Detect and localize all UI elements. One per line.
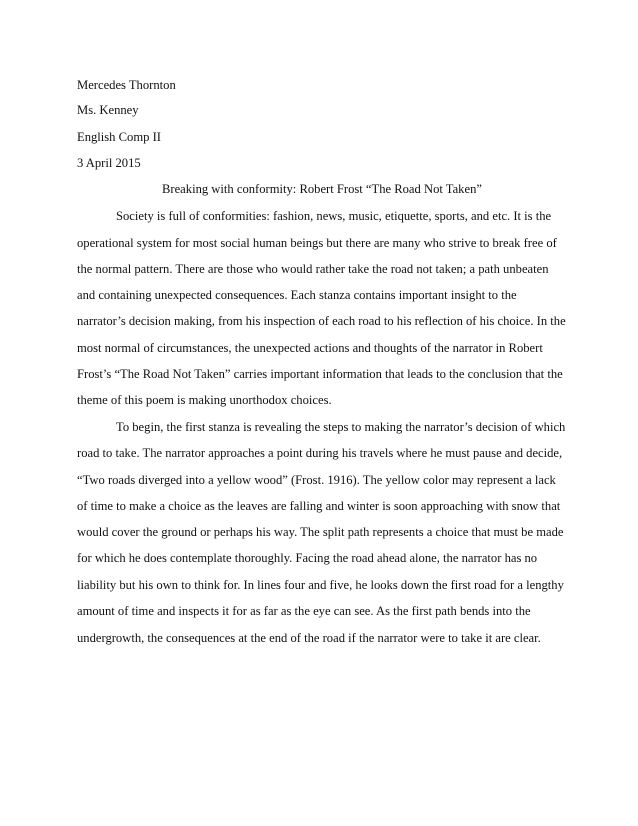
paragraph-1-line-4: and containing unexpected consequences. Each stanza contains important insight to the: [77, 288, 517, 302]
course-name: English Comp II: [77, 130, 161, 144]
paragraph-2-line-2: road to take. The narrator approaches a point during his travels where he must pause and decide,: [77, 446, 563, 460]
instructor-name: Ms. Kenney: [77, 103, 139, 117]
paragraph-1-line-6: most normal of circumstances, the unexpected actions and thoughts of the narrator in Robert: [77, 341, 543, 355]
paragraph-2-line-8: amount of time and inspects it for as far as the eye can see. As the first path bends into the: [77, 604, 531, 618]
paragraph-1-line-1: Society is full of conformities: fashion, news, music, etiquette, sports, and etc. It is the: [116, 209, 552, 223]
student-name: Mercedes Thornton: [77, 78, 176, 92]
paragraph-2-line-3: “Two roads diverged into a yellow wood” (Frost. 1916). The yellow color may represent a lack: [77, 473, 556, 487]
paragraph-1-line-3: the normal pattern. There are those who would rather take the road not taken; a path unbeaten: [77, 262, 549, 276]
paragraph-2-line-5: would cover the ground or perhaps his way. The split path represents a choice that must be made: [77, 525, 564, 539]
paragraph-1-line-8: theme of this poem is making unorthodox choices.: [77, 393, 332, 407]
paragraph-1-line-2: operational system for most social human beings but there are many who strive to break free of: [77, 236, 557, 250]
paragraph-2-line-7: liability but his own to think for. In lines four and five, he looks down the first road for a lengthy: [77, 578, 564, 592]
essay-date: 3 April 2015: [77, 156, 141, 170]
paragraph-2-line-4: of time to make a choice as the leaves are falling and winter is soon approaching with snow that: [77, 499, 561, 513]
paragraph-2-line-9: undergrowth, the consequences at the end of the road if the narrator were to take it are clear.: [77, 631, 541, 645]
essay-title: Breaking with conformity: Robert Frost “The Road Not Taken”: [162, 182, 482, 196]
paragraph-2-line-6: for which he does contemplate thoroughly. Facing the road ahead alone, the narrator has no: [77, 551, 538, 565]
paragraph-1-line-5: narrator’s decision making, from his inspection of each road to his reflection of his choice. In the: [77, 314, 566, 328]
paragraph-1-line-7: Frost’s “The Road Not Taken” carries important information that leads to the conclusion that the: [77, 367, 563, 381]
paragraph-2-line-1: To begin, the first stanza is revealing the steps to making the narrator’s decision of which: [116, 420, 566, 434]
